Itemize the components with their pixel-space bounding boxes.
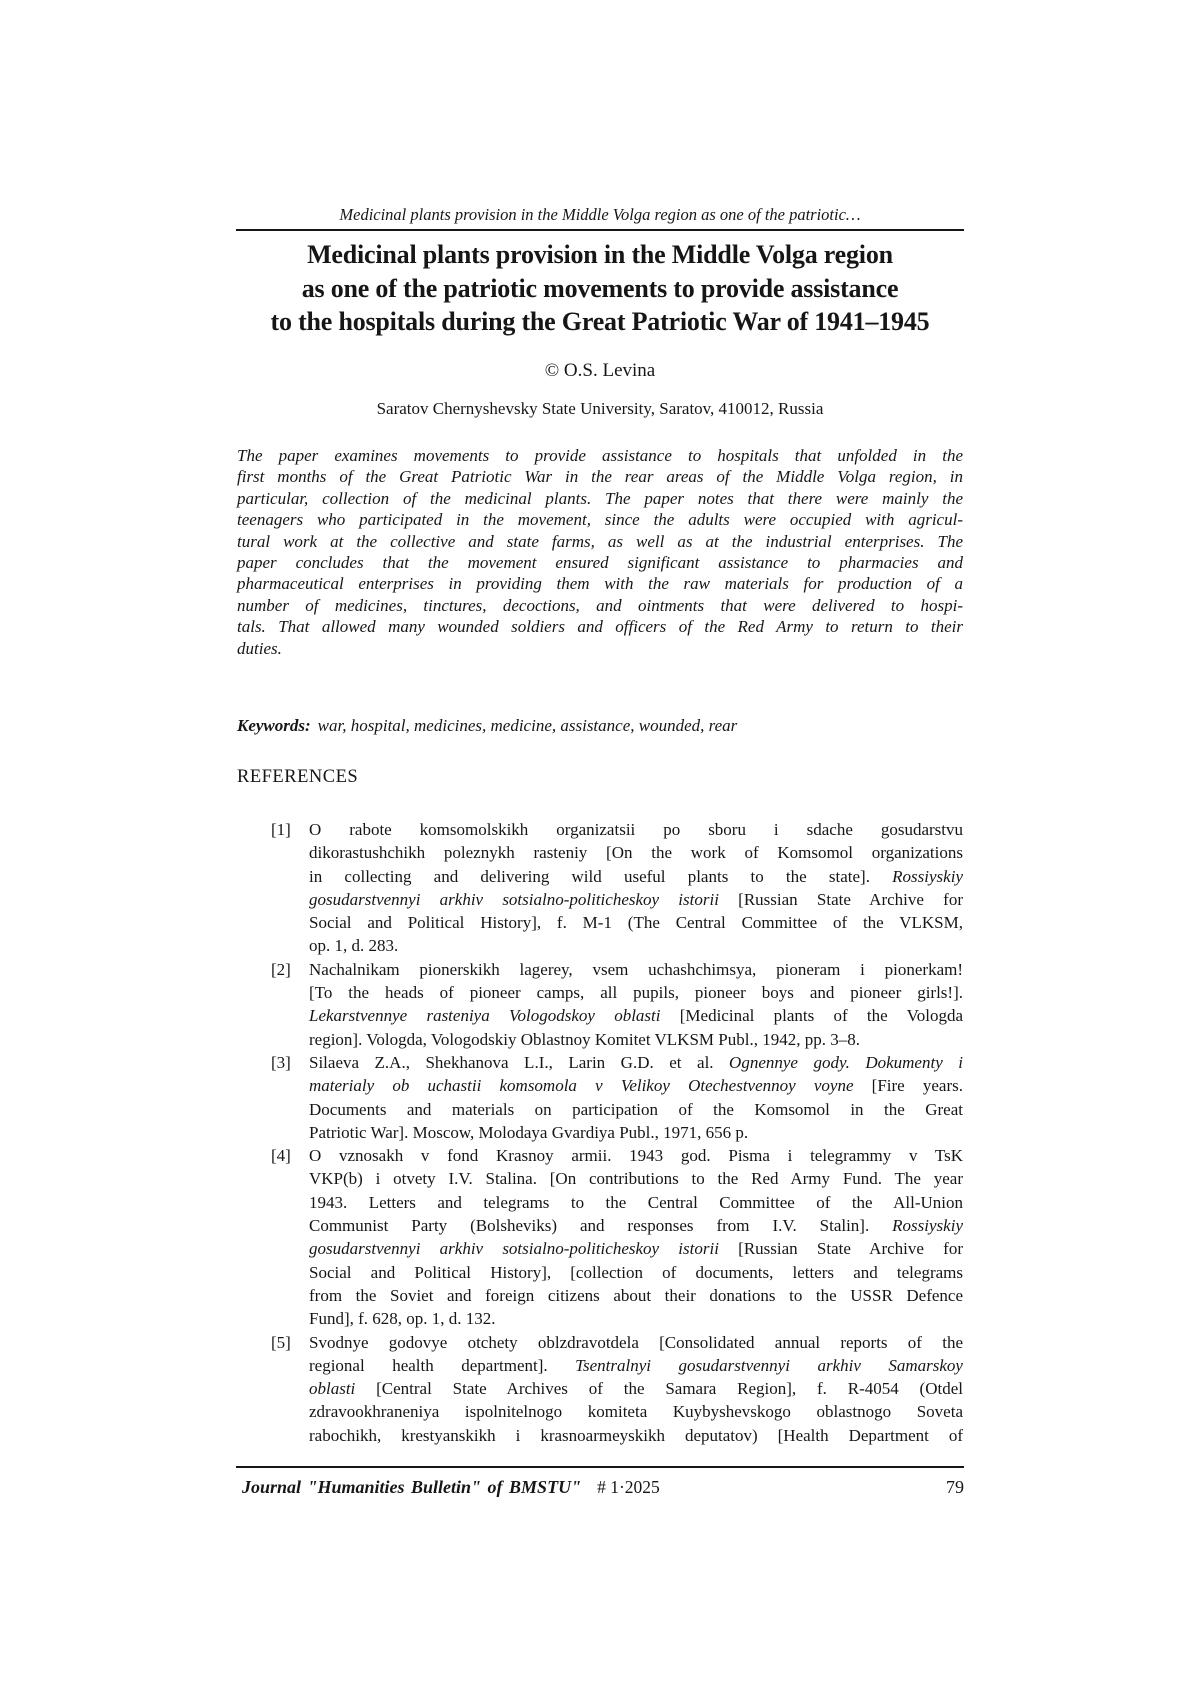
reference-line: Svodnye godovye otchety oblzdravotdela [Consolidated annual reports of the [309, 1332, 963, 1352]
page-number: 79 [946, 1477, 964, 1497]
reference-item [237, 1144, 963, 1330]
abstract-line: duties. [237, 638, 282, 658]
abstract-line: tals. That allowed many wounded soldiers and officers of the Red Army to return to their [237, 617, 963, 637]
reference-item [237, 1331, 963, 1447]
reference-line: region]. Vologda, Vologodskiy Oblastnoy Komitet VLKSM Publ., 1942, pp. 3–8. [309, 1029, 860, 1049]
reference-number: [1] [271, 820, 291, 839]
reference-line: Patriotic War]. Moscow, Molodaya Gvardiya Publ., 1971, 656 p. [309, 1122, 749, 1142]
reference-line: Nachalnikam pionerskikh lagerey, vsem uchashchimsya, pioneram i pionerkam! [309, 959, 963, 979]
reference-number: [2] [271, 959, 291, 979]
reference-line: VKP(b) i otvety I.V. Stalina. [On contributions to the Red Army Fund. The year [309, 1169, 963, 1189]
reference-line: O vznosakh v fond Krasnoy armii. 1943 god. Pisma i telegrammy v TsK [309, 1146, 963, 1166]
abstract-line: first months of the Great Patriotic War in the rear areas of the Middle Volga region, in [237, 467, 963, 487]
reference-number: [5] [271, 1332, 291, 1352]
abstract-line: paper concludes that the movement ensured significant assistance to pharmacies and [237, 553, 963, 573]
reference-line: zdravookhraneniya ispolnitelnogo komiteta Kuybyshevskogo oblastnogo Soveta [309, 1402, 963, 1422]
reference-line: from the Soviet and foreign citizens about their donations to the USSR Defence [309, 1285, 963, 1305]
reference-line: Fund], f. 628, op. 1, d. 132. [309, 1309, 496, 1329]
reference-line: 1943. Letters and telegrams to the Central Committee of the All-Union [309, 1192, 963, 1212]
abstract [237, 445, 963, 659]
reference-line: Lekarstvennye rasteniya Vologodskoy oblasti [Medicinal plants of the Vologda [309, 1006, 963, 1026]
reference-number: [4] [271, 1146, 291, 1166]
reference-line: Communist Party (Bolsheviks) and responses from I.V. Stalin]. Rossiyskiy [309, 1216, 963, 1236]
reference-line: O rabote komsomolskikh organizatsii po sboru i sdache gosudarstvu [309, 820, 963, 839]
title-line: to the hospitals during the Great Patriotic War of 1941–1945 [270, 307, 930, 336]
reference-line: materialy ob uchastii komsomola v Velikoy Otechestvennoy voyne [Fire years. [309, 1076, 964, 1096]
reference-item [237, 1051, 963, 1144]
reference-list [237, 818, 963, 1447]
reference-number: [3] [271, 1052, 291, 1072]
reference-item [237, 958, 963, 1051]
running-head: Medicinal plants provision in the Middle Volga region as one of the patriotic… [339, 205, 861, 224]
reference-line: regional health department]. Tsentralnyi gosudarstvennyi arkhiv Samarskoy [309, 1355, 963, 1375]
header-rule [236, 229, 964, 231]
abstract-line: pharmaceutical enterprises in providing them with the raw materials for production of a [237, 574, 963, 594]
article-title [187, 238, 1013, 339]
footer-rule [236, 1466, 964, 1468]
reference-line: oblasti [Central State Archives of the Samara Region], f. R-4054 (Otdel [309, 1379, 963, 1399]
affiliation-line: Saratov Chernyshevsky State University, Saratov, 410012, Russia [376, 399, 824, 418]
reference-line: Social and Political History], f. M-1 (The Central Committee of the VLKSM, [309, 913, 963, 933]
reference-line: rabochikh, krestyanskikh i krasnoarmeyskikh deputatov) [Health Department of [309, 1425, 963, 1445]
references-heading: REFERENCES [237, 767, 359, 787]
page-footer [242, 1477, 964, 1498]
reference-line: Silaeva Z.A., Shekhanova L.I., Larin G.D. et al. Ognennye gody. Dokumenty i [309, 1052, 963, 1072]
keywords-label: Keywords: [237, 716, 311, 735]
reference-line: in collecting and delivering wild useful plants to the state]. Rossiyskiy [309, 866, 963, 886]
reference-item [237, 818, 963, 958]
abstract-line: The paper examines movements to provide assistance to hospitals that unfolded in the [237, 446, 963, 465]
abstract-line: number of medicines, tinctures, decoctions, and ointments that were delivered to hospi- [237, 595, 963, 615]
reference-line: Documents and materials on participation of the Komsomol in the Great [309, 1099, 963, 1119]
keywords-text: war, hospital, medicines, medicine, assistance, wounded, rear [317, 716, 738, 735]
journal-title: Journal "Humanities Bulletin" of BMSTU" [242, 1477, 582, 1497]
abstract-line: tural work at the collective and state farms, as well as at the industrial enterprises. The [237, 531, 963, 551]
reference-line: gosudarstvennyi arkhiv sotsialno-politicheskoy istorii [Russian State Archive for [309, 889, 963, 909]
reference-line: gosudarstvennyi arkhiv sotsialno-politicheskoy istorii [Russian State Archive for [309, 1239, 963, 1259]
keywords-line [237, 716, 963, 736]
reference-line: Social and Political History], [collection of documents, letters and telegrams [309, 1262, 963, 1282]
title-line: Medicinal plants provision in the Middle Volga region [307, 240, 893, 269]
reference-line: dikorastushchikh poleznykh rasteniy [On the work of Komsomol organizations [309, 843, 963, 863]
title-line: as one of the patriotic movements to provide assistance [301, 273, 899, 303]
reference-line: [To the heads of pioneer camps, all pupils, pioneer boys and pioneer girls!]. [309, 983, 963, 1003]
abstract-line: particular, collection of the medicinal plants. The paper notes that there were mainly the [237, 488, 963, 508]
reference-line: op. 1, d. 283. [309, 936, 399, 956]
author-line: © O.S. Levina [544, 360, 656, 381]
issue-number: # 1·2025 [597, 1477, 660, 1497]
abstract-line: teenagers who participated in the movement, since the adults were occupied with agricul- [237, 510, 963, 530]
